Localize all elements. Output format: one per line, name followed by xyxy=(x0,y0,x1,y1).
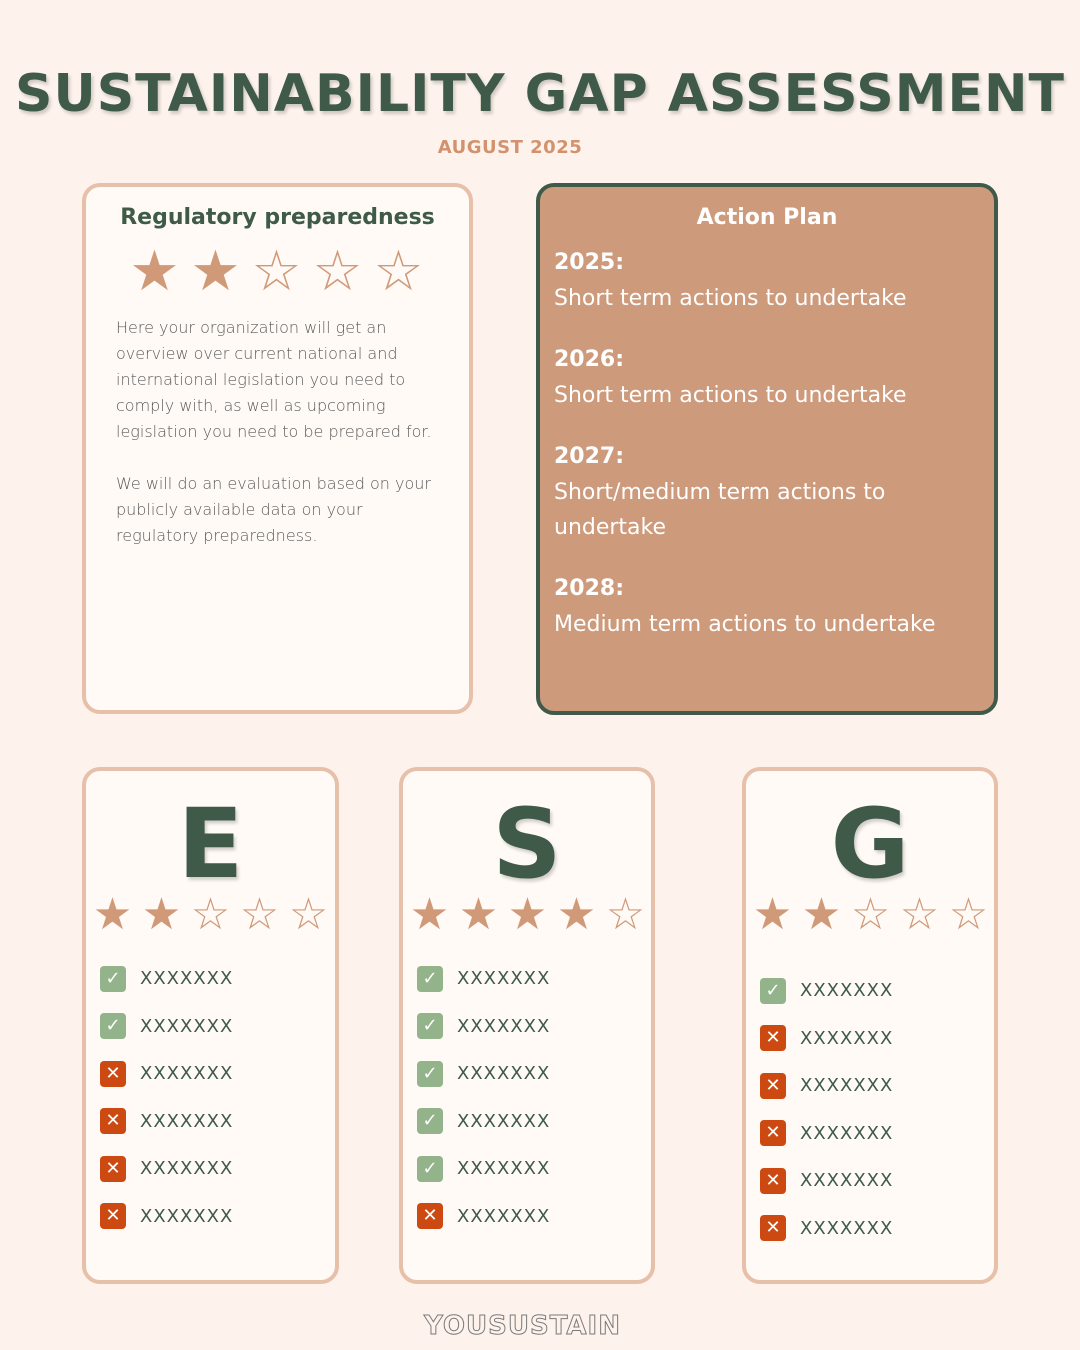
checklist-item xyxy=(760,1157,893,1205)
checklist-item xyxy=(100,1050,233,1098)
action-plan-year: 2028: xyxy=(554,576,625,601)
checklist-item xyxy=(760,1205,893,1253)
esg-card-social xyxy=(399,767,655,1284)
checkbox-cross-icon: ✕ xyxy=(100,1156,126,1182)
action-plan-item xyxy=(554,342,984,413)
page-subtitle-date: AUGUST 2025 xyxy=(437,137,583,158)
checklist-item-label: XXXXXXX xyxy=(140,1158,234,1180)
star-filled-icon: ★ xyxy=(507,889,548,940)
checklist-item-label: XXXXXXX xyxy=(140,1205,234,1227)
star-outline-icon: ☆ xyxy=(251,239,302,304)
esg-star-rating xyxy=(88,889,333,941)
checklist-item-label: XXXXXXX xyxy=(457,1015,551,1037)
checkbox-checked-icon: ✓ xyxy=(100,966,126,992)
checklist-item xyxy=(100,1003,233,1051)
checkbox-checked-icon: ✓ xyxy=(760,978,786,1004)
checklist-item xyxy=(417,1193,550,1241)
star-outline-icon: ☆ xyxy=(373,239,424,304)
checklist-item-label: XXXXXXX xyxy=(140,1015,234,1037)
checkbox-checked-icon: ✓ xyxy=(417,1013,443,1039)
regulatory-title: Regulatory preparedness xyxy=(120,205,435,230)
checklist-item-label: XXXXXXX xyxy=(140,968,234,990)
checklist-item-label: XXXXXXX xyxy=(457,1063,551,1085)
checklist-item-label: XXXXXXX xyxy=(800,1075,894,1097)
checkbox-checked-icon: ✓ xyxy=(417,1061,443,1087)
checklist-item-label: XXXXXXX xyxy=(457,968,551,990)
checkbox-cross-icon: ✕ xyxy=(417,1203,443,1229)
checklist-item xyxy=(417,1098,550,1146)
star-outline-icon: ☆ xyxy=(948,889,989,940)
esg-star-rating xyxy=(405,889,650,941)
esg-card-environmental xyxy=(82,767,339,1284)
checklist-item xyxy=(760,1110,893,1158)
checklist-item-label: XXXXXXX xyxy=(457,1205,551,1227)
action-plan-year: 2025: xyxy=(554,250,625,275)
checklist-item-label: XXXXXXX xyxy=(800,980,894,1002)
esg-checklist xyxy=(100,955,233,1240)
checkbox-cross-icon: ✕ xyxy=(760,1073,786,1099)
star-outline-icon: ☆ xyxy=(605,889,646,940)
checklist-item xyxy=(760,967,893,1015)
checkbox-cross-icon: ✕ xyxy=(100,1108,126,1134)
star-filled-icon: ★ xyxy=(92,889,133,940)
checklist-item-label: XXXXXXX xyxy=(140,1063,234,1085)
regulatory-paragraph: Here your organization will get an overview over current national and international legislation you need to comply with, as well as upcoming legislation you need to be prepared for. xyxy=(116,318,432,441)
star-filled-icon: ★ xyxy=(409,889,450,940)
checklist-item xyxy=(417,1145,550,1193)
checkbox-checked-icon: ✓ xyxy=(417,966,443,992)
checkbox-cross-icon: ✕ xyxy=(100,1203,126,1229)
page-title: SUSTAINABILITY GAP ASSESSMENT xyxy=(15,64,1065,124)
star-filled-icon: ★ xyxy=(801,889,842,940)
esg-checklist xyxy=(417,955,550,1240)
star-filled-icon: ★ xyxy=(752,889,793,940)
checkbox-checked-icon: ✓ xyxy=(417,1108,443,1134)
esg-letter: G xyxy=(830,788,910,900)
action-plan-item xyxy=(554,245,984,316)
action-plan-text: Short term actions to undertake xyxy=(554,383,907,408)
esg-letter: E xyxy=(177,788,244,900)
regulatory-star-rating xyxy=(124,239,429,305)
checkbox-cross-icon: ✕ xyxy=(760,1120,786,1146)
action-plan-card xyxy=(536,183,998,715)
action-plan-item xyxy=(554,571,984,642)
checklist-item-label: XXXXXXX xyxy=(457,1110,551,1132)
star-outline-icon: ☆ xyxy=(850,889,891,940)
checklist-item-label: XXXXXXX xyxy=(140,1110,234,1132)
regulatory-preparedness-card xyxy=(82,183,473,714)
action-plan-text: Short/medium term actions to undertake xyxy=(554,480,886,540)
regulatory-description xyxy=(116,315,446,575)
checklist-item-label: XXXXXXX xyxy=(800,1027,894,1049)
checklist-item xyxy=(417,1003,550,1051)
star-outline-icon: ☆ xyxy=(312,239,363,304)
checklist-item-label: XXXXXXX xyxy=(457,1158,551,1180)
checklist-item xyxy=(417,955,550,1003)
star-filled-icon: ★ xyxy=(556,889,597,940)
star-outline-icon: ☆ xyxy=(288,889,329,940)
checklist-item xyxy=(100,955,233,1003)
star-outline-icon: ☆ xyxy=(239,889,280,940)
brand-logo: YOUSUSTAIN xyxy=(424,1311,621,1341)
checklist-item xyxy=(760,1015,893,1063)
checkbox-cross-icon: ✕ xyxy=(760,1168,786,1194)
esg-checklist xyxy=(760,967,893,1252)
star-filled-icon: ★ xyxy=(141,889,182,940)
checkbox-checked-icon: ✓ xyxy=(100,1013,126,1039)
star-filled-icon: ★ xyxy=(458,889,499,940)
checklist-item-label: XXXXXXX xyxy=(800,1122,894,1144)
action-plan-text: Short term actions to undertake xyxy=(554,286,907,311)
checklist-item xyxy=(100,1145,233,1193)
checklist-item xyxy=(100,1193,233,1241)
action-plan-year: 2026: xyxy=(554,347,625,372)
checkbox-checked-icon: ✓ xyxy=(417,1156,443,1182)
action-plan-list xyxy=(554,245,984,668)
regulatory-paragraph: We will do an evaluation based on your publicly available data on your regulatory preparedness. xyxy=(116,474,431,545)
esg-star-rating xyxy=(748,889,993,941)
checklist-item-label: XXXXXXX xyxy=(800,1217,894,1239)
action-plan-title: Action Plan xyxy=(696,205,838,230)
star-outline-icon: ☆ xyxy=(899,889,940,940)
checkbox-cross-icon: ✕ xyxy=(760,1215,786,1241)
checkbox-cross-icon: ✕ xyxy=(760,1025,786,1051)
checklist-item xyxy=(417,1050,550,1098)
checkbox-cross-icon: ✕ xyxy=(100,1061,126,1087)
star-outline-icon: ☆ xyxy=(190,889,231,940)
esg-letter: S xyxy=(492,788,562,900)
esg-card-governance xyxy=(742,767,998,1284)
checklist-item xyxy=(760,1062,893,1110)
star-filled-icon: ★ xyxy=(129,239,180,304)
action-plan-item xyxy=(554,439,984,545)
checklist-item-label: XXXXXXX xyxy=(800,1170,894,1192)
action-plan-year: 2027: xyxy=(554,444,625,469)
star-filled-icon: ★ xyxy=(190,239,241,304)
action-plan-text: Medium term actions to undertake xyxy=(554,612,936,637)
checklist-item xyxy=(100,1098,233,1146)
